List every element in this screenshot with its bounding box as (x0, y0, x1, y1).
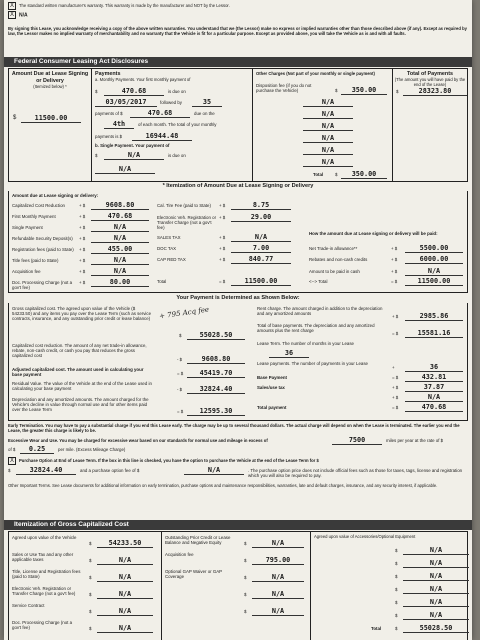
early-termination: Early Termination. You may have to pay a substantial charge if you end this Lease early. The charge may be up to several thousand dollars. The actual charge will depend on when the Lease is terminated. The earlier you end the Lease, the greater this charge is likely to be. (8, 423, 460, 433)
first-payment: 470.68 (104, 87, 164, 96)
of-each-month: of each month. The total of your monthly (138, 122, 217, 127)
item-value: 11500.00 (405, 277, 463, 286)
item-label: SALES TAX (157, 235, 181, 240)
due-on-label: is due on (168, 89, 186, 94)
item-label: Rebates and non-cash credits (309, 257, 368, 262)
total-payment-label: Total payment (257, 405, 287, 410)
item-value: N/A (231, 233, 291, 242)
other-charge-row: N/A (303, 98, 353, 107)
payment-head: Your Payment is Determined as Shown Below: (176, 295, 300, 301)
item-label: Amount to be paid in cash (309, 269, 360, 274)
due-date: 03/05/2017 (95, 98, 157, 107)
payments-of-label: payments of $ (95, 111, 123, 116)
gross-value: N/A (252, 607, 304, 616)
how-paid-head: How the amount due at Lease signing or delivery will be paid: (309, 231, 438, 236)
item-value: 5500.00 (405, 244, 463, 253)
other-charge-row: N/A (303, 134, 353, 143)
single-date: N/A (95, 165, 155, 174)
purchase-option-checkbox[interactable]: X (9, 458, 14, 464)
gross-value: 795.00 (252, 556, 304, 565)
na-text: N/A (19, 12, 28, 19)
single-amount: N/A (104, 151, 164, 160)
dollar-sign: $ (89, 609, 92, 614)
gross-col-3: Agreed upon value of Accessories/Optional Equipment $ N/A $ N/A $ N/A $ N/A $ N/A $ N/A Total $ 55028.50 (311, 532, 467, 640)
item-label: <--> Total (309, 279, 328, 284)
rent-label: Rent charge. The amount charged in addition to the depreciation and any amortized amounts (257, 306, 383, 316)
other-total-label: Total (313, 172, 324, 177)
depreciation-label: Depreciation and any amortized amounts. The amount charged for the Vehicle's decline in value through normal use and for other items paid over the Lease Term (12, 397, 149, 412)
gross-value: N/A (97, 607, 153, 616)
due-on-label-2: due on the (194, 111, 215, 116)
accessory-value: N/A (403, 598, 469, 607)
base-payment-value: 432.81 (405, 373, 463, 382)
gross-value: N/A (97, 590, 153, 599)
due-day: 4th (104, 120, 134, 129)
warranty-checkbox[interactable]: X (9, 3, 14, 9)
plus-dollar: = $ (391, 279, 398, 284)
gross-label: Service Contract (12, 603, 45, 608)
sales-tax-value: 37.87 (405, 383, 463, 392)
cap-reduction-value: 9608.80 (187, 355, 245, 364)
gross-label: Title, License and Registration fees (paid to State) (12, 569, 81, 579)
plus-dollar: + $ (391, 269, 398, 274)
itemization-box (8, 191, 468, 293)
adjusted-value: 45419.70 (187, 369, 245, 378)
other-charges-col: Other Charges (Not part of your monthly or single payment) Disposition fee (if you do not purchase the Vehicle) $ 350.00 N/A N/A N/A N/A N/A N/A Total $ 350.00 (253, 69, 393, 181)
other-charge-row: N/A (303, 122, 353, 131)
other-total-value: 350.00 (341, 170, 387, 179)
warranty-line (8, 2, 468, 10)
dollar-sign: $ (395, 600, 398, 605)
amount-due-sub: (Itemized below) * (33, 84, 67, 89)
intro-text: By signing this Lease, you acknowledge receiving a copy of the above written warranties. You understand that we (the Lessor) make no express or implied warranties other than those described above (if any). Except as required by law, the Lessor makes no implied warranty of merchantability and no warranty that the Vehicle is fit for a particular purpose. Except as provided above, you will take the Vehicle as is and with all faults. (8, 26, 467, 36)
item-label: First Monthly Payment (12, 214, 56, 219)
purchase-option (8, 457, 468, 465)
gross-value: N/A (252, 539, 304, 548)
purchase-rest: . The purchase option price does not include official fees such as those for taxes, tags, license and registration which you will also be required to pay. (248, 468, 463, 478)
item-value: 8.75 (231, 201, 291, 210)
item-value: N/A (91, 223, 149, 232)
item-label: Total (157, 279, 167, 284)
accessory-value: N/A (403, 546, 469, 555)
accessory-value: N/A (403, 572, 469, 581)
gross-value: N/A (97, 573, 153, 582)
other-charge-row: N/A (303, 110, 353, 119)
accessory-value: N/A (403, 559, 469, 568)
item-value: 80.00 (91, 278, 149, 287)
item-label: Title fees (paid to State) (12, 258, 59, 263)
fcla-box (8, 68, 468, 182)
total-payment-value: 470.68 (405, 403, 463, 412)
total-payments-value: 28323.80 (403, 87, 467, 96)
dollar-sign: $ (244, 575, 247, 580)
total-monthly: 16944.48 (132, 132, 192, 141)
total-payments-head: Total of Payments (406, 71, 454, 77)
purchase-fee-value: N/A (184, 466, 244, 475)
item-label: Doc. Processing Charge (not a gov't fee) (12, 280, 73, 290)
accessories-head: Agreed upon value of Accessories/Optional Equipment (314, 534, 416, 539)
gross-total-label: Total (371, 626, 382, 631)
plus-dollar: + $ (219, 246, 226, 251)
rate-value: 0.25 (20, 445, 54, 454)
miles-suffix: miles per year at the rate of $ (386, 438, 444, 443)
amount-due-value: 11500.00 (21, 114, 81, 123)
gross-label: Sales or Use Tax and any other applicable taxes (12, 552, 74, 562)
lease-document: X The standard written manufacturer's warranty. This warranty is made by the manufacturer and NOT by the Lessor. X N/A By signing this Lease, you acknowledge receiving a copy of the above written warranties. You understand that we (the Lessor) make no express or implied warranties other than those described above (if any). Except as required by law, the Lessor makes no implied warranty of merchantability and no warranty that the Vehicle is fit for a particular purpose. Except as provided above, you will take the Vehicle as is and with all faults. Federal Consumer Leasing Act Disclosures Amount Due at Lease Signing or Delivery (Itemized below) * $ 11500.00 Payments a. Monthly Payments. Your first monthly payment of $ 470.68 is due on 03/05/2017 followed by 35 payments of $ 470.68 due on the 4th of each month. The total of your monthly payments is $ 16944.48 b. Single Payment. Your payment of $ N/A is due on N/A Other Charges (Not part of your monthly or single payment) Disposition fee (if you do not purchase the Vehicle) $ 350.00 N/A N/A N/A N/A N/A N/A Total $ 350.00 Total of Payments (The amount you will have paid by the end of the Lease) $ 28323.80 * Itemization of Amount Due at Lease Signing or Delivery Amount due at Lease signing or delivery: Capitalized Cost Reduction + $ 9608.80 First Monthly Payment + $ 470.68 Single Payment + $ N/A Refundable Security Deposit(s) + $ N/A Registration fees (paid to State) + $ 455.00 Title fees (paid to State) + $ N/A Acquisition fee + $ N/A Doc. Processing Charge (not a gov't fee) + $ 80.00 Cal. Tire Fee (paid to State) + $ 8.75 Electronic Veh. Registration or Transfer Charge (not a gov't fee) + $ 29.00 SALES TAX + $ N/A DOC TAX + $ 7.00 CAP RED TAX + $ 840.77 Total = $ 11500.00 How the amount due at Lease signing or delivery will be paid: Net Trade-in allowance** + $ 5500.00 Rebates and non-cash credits + $ 6000.00 Amount to be paid in cash + $ N/A <--> Total = $ 11500.00 Your Payment is Determined as Shown Below: Gross capitalized cost. The agreed upon value of the Vehicle ($ 54233.50) and any items you pay over the Lease Term (such as service contracts, insurance, and any outstanding prior credit or lease balance) + 795 Acq fee $ 55028.50 Capitalized cost reduction. The amount of any net trade-in allowance, rebate, non-cash credit, or cash you pay that reduces the gross capitalized cost - $ 9608.80 Adjusted capitalized cost. The amount used in calculating your base payment = $ 45419.70 Residual Value. The value of the Vehicle at the end of the Lease used in calculating your base payment - $ 32824.40 Depreciation and any amortized amounts. The amount charged for the Vehicle's decline in value through normal use and for other items paid over the Lease Term = $ 12595.30 Rent charge. The amount charged in addition to the depreciation and any amortized amounts + $ 2985.86 Total of base payments. The depreciation and any amortized amounts plus the rent charge = $ 15581.16 Lease Term. The number of months in your Lease 36 Lease payments. The number of payments in your Lease + 36 Base Payment = $ 432.81 Sales/use tax + $ 37.87 + $ N/A Total payment = $ 470.68 Early Termination. You may have to pay a substantial charge if you end this Lease early. The charge may be up to several thousand dollars. The actual charge will depend on when the Lease is terminated. The earlier you end the Lease, the greater this charge is likely to be. Excessive Wear and Use. You may be charged for excessive wear based on our standards for normal use and mileage in excess of 7500 miles per year at the rate of $ of $ 0.25 per mile. (Excess Mileage Charge) X Purchase Option at End of Lease Term. If the box in this line is checked, you have the option to purchase the Vehicle at the end of the Lease Term for $ $ 32824.40 and a purchase option fee of $ N/A . The purchase option price does not include official fees such as those for taxes, tags, license and registration which you will also be required to pay. Other Important Terms. See Lease documents for additional information on early termination, purchase options and maintenance responsibilities, warranties, late and default charges, insurance, and any security interest, if applicable. Itemization of Gross Capitalized Cost Agreed upon value of the Vehicle $ 54233.50 Sales or Use Tax and any other applicable taxes $ N/A Title, License and Registration fees (paid to State) $ N/A Electronic Veh. Registration or Transfer Charge (not a gov't fee) $ N/A Service Contract $ N/A Doc. Processing Charge (not a gov't fee) $ N/A Outstanding Prior Credit or Lease Balance and Negative Equity $ N/A Acquisition fee $ 795.00 Optional GAP Waiver or GAP Coverage $ N/A $ N/A $ N/A Agreed upon value of Accessories/Optional Equipment $ N/A $ N/A $ N/A $ N/A $ N/A $ N/A Total $ 55028.50 (4, 0, 472, 640)
item-label: Cal. Tire Fee (paid to State) (157, 203, 211, 208)
dollar-sign: $ (13, 115, 17, 121)
item-label: CAP RED TAX (157, 257, 186, 262)
accessory-value: N/A (403, 585, 469, 594)
depreciation-value: 12595.30 (187, 407, 245, 416)
plus-dollar: + $ (79, 203, 86, 208)
total-base-label: Total of base payments. The depreciation and any amortized amounts plus the rent charge (257, 323, 375, 333)
gross-value: N/A (97, 556, 153, 565)
dollar-sign: $ (244, 541, 247, 546)
item-label: Acquisition fee (12, 269, 41, 274)
na-line (8, 11, 468, 19)
single-payment-text: b. Single Payment. Your payment of (95, 143, 170, 148)
item-value: 7.00 (231, 244, 291, 253)
plus-dollar: + $ (219, 203, 226, 208)
purchase-price: 32824.40 (16, 466, 76, 475)
dollar-sign: $ (244, 558, 247, 563)
miles-value: 7500 (332, 436, 382, 445)
plus-dollar: + $ (219, 215, 226, 220)
dollar-sign: $ (395, 587, 398, 592)
dollar-sign: $ (89, 558, 92, 563)
monthly-text: a. Monthly Payments. Your first monthly payment of (95, 77, 191, 82)
amount-due-head: Amount due at Lease signing or delivery: (12, 193, 99, 198)
purchase-fee-label: and a purchase option fee of $ (80, 468, 140, 473)
num-payments-value: 36 (405, 363, 463, 372)
plus-dollar: + $ (79, 247, 86, 252)
residual-label: Residual Value. The value of the Vehicle at the end of the Lease used in calculating your base payment (12, 381, 152, 391)
accessory-value: N/A (403, 611, 469, 620)
item-value: N/A (91, 267, 149, 276)
warranty-text: The standard written manufacturer's warranty. This warranty is made by the manufacturer and NOT by the Lessor. (19, 3, 230, 9)
other-charges-head: Other Charges (Not part of your monthly or single payment) (256, 71, 375, 76)
cap-reduction-label: Capitalized cost reduction. The amount of any net trade-in allowance, rebate, non-cash credit, or cash you pay that reduces the gross capitalized cost (12, 343, 147, 358)
gross-cap-value: 55028.50 (187, 331, 245, 340)
fcla-bar: Federal Consumer Leasing Act Disclosures (4, 57, 472, 67)
payments-is-label: payments is $ (95, 134, 123, 139)
plus-dollar: + $ (391, 257, 398, 262)
item-value: 11500.00 (231, 277, 291, 286)
single-due-label: is due on (168, 153, 186, 158)
plus-dollar: + $ (79, 225, 86, 230)
plus-dollar: + $ (219, 235, 226, 240)
item-label: Electronic Veh. Registration or Transfer Charge (not a gov't fee) (157, 215, 217, 230)
gross-label: Electronic Veh. Registration or Transfer Charge (not a gov't fee) (12, 586, 76, 596)
plus-dollar: + $ (79, 236, 86, 241)
other-charge-row: N/A (303, 158, 353, 167)
extra-line-value: N/A (405, 393, 463, 402)
adjusted-label: Adjusted capitalized cost. The amount used in calculating your base payment (12, 367, 144, 377)
gross-value: 54233.50 (97, 539, 153, 548)
item-value: 470.68 (91, 212, 149, 221)
gross-col-2 (162, 532, 311, 640)
item-value: 9608.80 (91, 201, 149, 210)
dollar-sign: $ (395, 613, 398, 618)
other-terms: Other Important Terms. See Lease documents for additional information on early termination, purchase options and maintenance responsibilities, warranties, late and default charges, insurance, and any security interest, if applicable. (8, 483, 438, 488)
item-label: DOC TAX (157, 246, 177, 251)
plus-dollar: = $ (219, 279, 226, 284)
plus-dollar: + $ (219, 257, 226, 262)
rate-suffix: per mile. (Excess Mileage Charge) (58, 447, 126, 452)
dollar-sign: $ (89, 575, 92, 580)
gross-cap-bar: Itemization of Gross Capitalized Cost (4, 520, 472, 530)
item-value: 840.77 (231, 255, 291, 264)
handwritten-note: + 795 Acq fee (158, 305, 210, 321)
sales-tax-label: Sales/use tax (257, 385, 285, 390)
lease-term-value: 36 (269, 349, 309, 358)
plus-dollar: + $ (79, 258, 86, 263)
lease-term-label: Lease Term. The number of months in your Lease (257, 341, 354, 346)
amount-due-label: Amount Due at Lease Signing or Delivery (11, 71, 89, 84)
plus-dollar: + $ (79, 214, 86, 219)
gross-label: Doc. Processing Charge (not a gov't fee) (12, 620, 73, 630)
gross-cap-label: Gross capitalized cost. The agreed upon value of the Vehicle ($ 54233.50) and any items you pay over the Lease Term (such as service contracts, insurance, and any outstanding prior credit or lease balance) (12, 306, 152, 321)
total-payments-col: Total of Payments (The amount you will have paid by the end of the Lease) $ 28323.80 (394, 71, 466, 95)
gross-total-value: 55028.50 (403, 624, 469, 633)
plus-dollar: + $ (79, 269, 86, 274)
dollar-sign: $ (89, 592, 92, 597)
plus-dollar: + $ (391, 246, 398, 251)
dollar-sign: $ (89, 541, 92, 546)
itemization-head: * Itemization of Amount Due at Lease Signing or Delivery (162, 183, 314, 189)
item-label: Net Trade-in allowance** (309, 246, 358, 251)
item-value: 29.00 (231, 213, 291, 222)
rent-value: 2985.86 (405, 312, 463, 321)
payment-box: Gross capitalized cost. The agreed upon value of the Vehicle ($ 54233.50) and any items you pay over the Lease Term (such as service contracts, insurance, and any outstanding prior credit or lease balance) + 795 Acq fee $ 55028.50 Capitalized cost reduction. The amount of any net trade-in allowance, rebate, non-cash credit, or cash you pay that reduces the gross capitalized cost - $ 9608.80 Adjusted capitalized cost. The amount used in calculating your base payment = $ 45419.70 Residual Value. The value of the Vehicle at the end of the Lease used in calculating your base payment - $ 32824.40 Depreciation and any amortized amounts. The amount charged for the Vehicle's decline in value through normal use and for other items paid over the Lease Term = $ 12595.30 Rent charge. The amount charged in addition to the depreciation and any amortized amounts + $ 2985.86 Total of base payments. The depreciation and any amortized amounts plus the rent charge = $ 15581.16 Lease Term. The number of months in your Lease 36 Lease payments. The number of payments in your Lease + 36 Base Payment = $ 432.81 Sales/use tax + $ 37.87 + $ N/A Total payment = $ 470.68 (8, 303, 468, 421)
payments-col: Payments a. Monthly Payments. Your first monthly payment of $ 470.68 is due on 03/05/2017 followed by 35 payments of $ 470.68 due on the 4th of each month. The total of your monthly payments is $ 16944.48 b. Single Payment. Your payment of $ N/A is due on N/A (92, 69, 253, 181)
amount-due-col (9, 69, 92, 181)
residual-value: 32824.40 (187, 385, 245, 394)
excessive-wear-text: Excessive Wear and Use. You may be charged for excessive wear based on our standards for normal use and mileage in excess of (8, 438, 268, 443)
item-value: 6000.00 (405, 255, 463, 264)
gross-value: N/A (97, 624, 153, 633)
gross-label: Agreed upon value of the Vehicle (12, 535, 77, 540)
item-value: N/A (91, 256, 149, 265)
followed-by: followed by (160, 100, 182, 105)
base-payment-label: Base Payment (257, 375, 288, 380)
dollar-sign: $ (395, 561, 398, 566)
gross-label: Acquisition fee (165, 552, 194, 557)
payment-amount: 470.68 (130, 109, 190, 118)
item-value: N/A (405, 267, 463, 276)
disposition-value: 350.00 (341, 86, 387, 95)
total-base-value: 15581.16 (405, 329, 463, 338)
dollar-sign: $ (395, 574, 398, 579)
dollar-sign: $ (395, 548, 398, 553)
item-value: 455.00 (91, 245, 149, 254)
dollar-sign: $ (89, 626, 92, 631)
payments-head: Payments (95, 71, 121, 77)
item-value: N/A (91, 234, 149, 243)
gross-value: N/A (252, 573, 304, 582)
gross-label: Optional GAP Waiver or GAP Coverage (165, 569, 223, 579)
item-label: Capitalized Cost Reduction (12, 203, 65, 208)
disposition-label: Disposition fee (if you do not purchase the Vehicle) (256, 83, 312, 93)
dollar-sign: $ (244, 592, 247, 597)
total-payments-sub: (The amount you will have paid by the end of the Lease) (394, 77, 466, 87)
other-charge-row: N/A (303, 146, 353, 155)
gross-cap-box (8, 531, 468, 640)
purchase-option-text: Purchase Option at End of Lease Term. If the box in this line is checked, you have the option to purchase the Vehicle at the end of the Lease Term for $ (19, 458, 319, 464)
num-payments: 35 (192, 98, 222, 107)
gross-col-1 (9, 532, 162, 640)
num-payments-label: Lease payments. The number of payments in your Lease (257, 361, 368, 366)
item-label: Single Payment (12, 225, 43, 230)
plus-dollar: + $ (79, 280, 86, 285)
dollar-sign: $ (244, 609, 247, 614)
gross-label: Outstanding Prior Credit or Lease Balance and Negative Equity (165, 535, 231, 545)
item-label: Refundable Security Deposit(s) (12, 236, 73, 241)
gross-value: N/A (252, 590, 304, 599)
item-label: Registration fees (paid to State) (12, 247, 74, 252)
na-checkbox[interactable]: X (9, 12, 14, 18)
